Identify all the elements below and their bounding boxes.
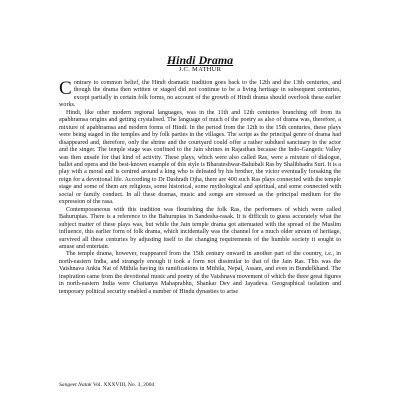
paragraph-4: The temple drama, however, reappeared from the 15th century onward in another part of the country, i.e., in north-eastern India, and strangely enough it took a form not dissimilar to that of the Jain Ras. This was the Vaishnava Ankia Nat of Mithila having its ramifications in Mithila, Nepal, Assam, and even in Bundelkhand. The inspiration came from the devotional music and poetry of the Vaishnava movement of which the three great figures in north-eastern India were Chaitanya Mahaprabhu, Shankar Dev and Jayadeva. Geographical isolation and temporary political security enabled a number of Hindu dynasties to arise: [59, 251, 341, 295]
page-footer: [59, 382, 341, 388]
paragraph-text: ontrary to common belief, the Hindi dramatic tradition goes back to the 12th and the 13th centuries, and though the drama then written or staged did not continue to be a living heritage in subsequent centuries, except partially in certain folk forms, no account of the growth of Hindi drama should overlook these earlier works.: [59, 80, 341, 109]
article-title: Hindi Drama: [166, 53, 234, 67]
journal-issue: Vol. XXXVIII, No. 3, 2004: [92, 382, 155, 388]
journal-name: Sangeet Natak: [59, 382, 92, 388]
article-author: J.C. MATHUR: [178, 66, 222, 73]
drop-cap: C: [59, 78, 72, 99]
paragraph-1: [59, 80, 341, 110]
article-body: [59, 80, 341, 296]
paragraph-2: Hindi, like other modern regional languages, was in the 11th and 12th centuries branching off from its apabhramsa origins and getting crystalised. The language of much of the poetry as also of drama was, therefore, a mixture of apabhramsa and modern forms of Hindi. In the period from the 12th to the 15th centuries, these plays were being staged in the temples and by folk parties in the villages. The script as the principal genre of drama had disappeared and, therefore, only the shrine and the courtyard could offer a rather subdued sanctuary to the actor and the singer. The temple stage was confined to the Jain shrines in Rajasthan because the Indo-Gangetic Valley was then unsafe for that kind of activity. These plays, which were also called Ras, were a mixture of dialogue, ballet and opera and the best-known example of this style is Bharateshwar-Bahubali Ras by Shalibhadra Suri. It is a play with a moral and is centred around a king who is defeated by his brother, the victor eventually forsaking the reign for a devotional life. According to Dr Dashrath Ojha, there are 400 such Ras plays connected with the temple stage and some of them are religious, some historical, some mythological and spiritual, and some connected with social or family conduct. In all these dramas, music and songs are stressed as the principal medium for the expression of the rasa.: [59, 109, 341, 206]
paragraph-3: Contemporaneous with this tradition was flourishing the folk Ras, the performers of which were called Bahurupias. There is a reference to the Bahurupias in Sandesha-rasak. It is difficult to guess accurately what the subject matter of these plays was, but while the Jain temple drama got attenuated with the spread of the Muslim influence, this earlier form of folk drama, which incidentally was the channel for a much older stream of heritage, survived all these centuries by adjusting itself to the changing requirements of the humble society it sought to amuse and entertain.: [59, 206, 341, 250]
